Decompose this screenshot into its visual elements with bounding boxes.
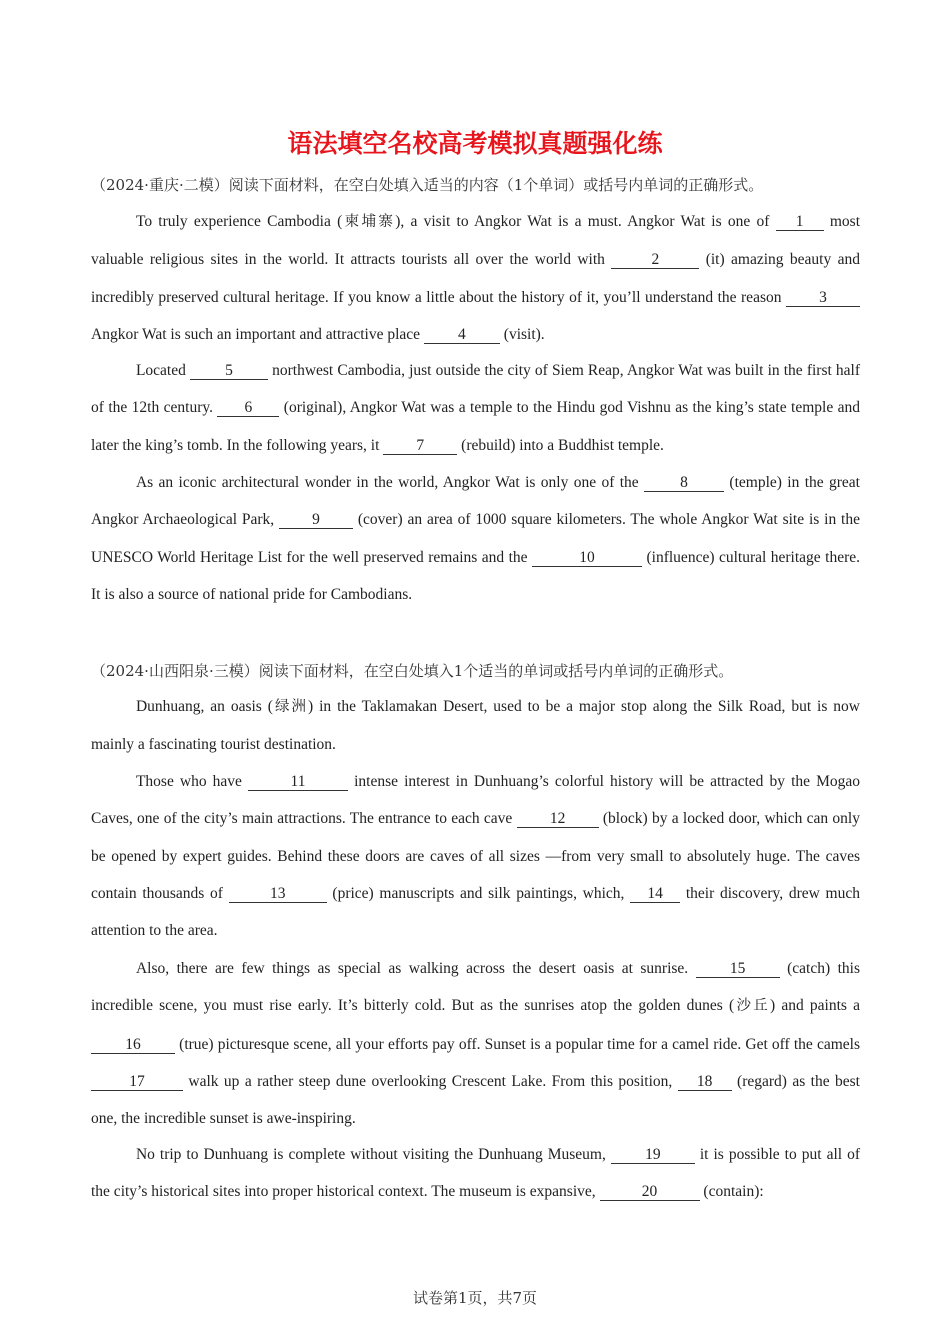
paragraph: Those who have 11 intense interest in Dunhuang’s colorful history will be attracted by the Mogao Caves, one of the city’s main attractions. The entrance to each cave 12 (block) by a locked door, which can only be opened by expert guides. Behind these doors are caves of all sizes —from very small to absolutely huge. The caves contain thousands of 13 (price) manuscripts and silk paintings, which, 14 their discovery, drew much attention to the area. — [91, 773, 860, 940]
answer-blank[interactable]: 9 — [279, 511, 353, 529]
paragraph: Located 5 northwest Cambodia, just outside the city of Siem Reap, Angkor Wat was built in the first half of the 12th century. 6 (original), Angkor Wat was a temple to the Hindu god Vishnu as the king’s state temple and later the king’s tomb. In the following years, it 7 (rebuild) into a Buddhist temple. — [91, 362, 861, 454]
answer-blank[interactable]: 8 — [644, 474, 724, 492]
paragraph: Also, there are few things as special as walking across the desert oasis at sunrise. 15 (catch) this incredible scene, you must rise early. It’s bitterly cold. But as the sunrises atop the golden dunes (沙丘) and paints a 16 (true) picturesque scene, all your efforts pay off. Sunset is a popular time for a camel ride. Get off the camels 17 walk up a rather steep dune overlooking Crescent Lake. From this position, 18 (regard) as the best one, the incredible sunset is awe-inspiring. — [91, 960, 860, 1128]
answer-blank[interactable]: 12 — [517, 810, 599, 828]
answer-blank[interactable]: 18 — [678, 1073, 732, 1091]
section-intro: （2024·重庆·二模）阅读下面材料，在空白处填入适当的内容（1个单词）或括号内单词的正确形式。 — [91, 176, 764, 194]
answer-blank[interactable]: 15 — [696, 960, 780, 978]
paragraph: To truly experience Cambodia (柬埔寨), a visit to Angkor Wat is a must. Angkor Wat is one of 1 most valuable religious sites in the world. It attracts tourists all over the world with 2 (it) amazing beauty and incredibly preserved cultural heritage. If you know a little about the history of it, you’ll understand the reason 3 Angkor Wat is such an important and attractive place 4 (visit). — [91, 213, 861, 343]
answer-blank[interactable]: 5 — [190, 362, 268, 380]
answer-blank[interactable]: 16 — [91, 1036, 175, 1054]
paragraph: As an iconic architectural wonder in the world, Angkor Wat is only one of the 8 (temple) in the great Angkor Archaeological Park, 9 (cover) an area of 1000 square kilometers. The whole Angkor Wat site is in the UNESCO World Heritage List for the well preserved remains and the 10 (influence) cultural heritage there. It is also a source of national pride for Cambodians. — [91, 474, 860, 603]
paragraph: Dunhuang, an oasis (绿洲) in the Taklamakan Desert, used to be a major stop along the Silk Road, but is now mainly a fascinating tourist destination. — [91, 698, 860, 754]
answer-blank[interactable]: 4 — [424, 326, 500, 344]
answer-blank[interactable]: 7 — [383, 437, 457, 455]
answer-blank[interactable]: 2 — [611, 251, 699, 269]
answer-blank[interactable]: 17 — [91, 1073, 183, 1091]
paragraph: No trip to Dunhuang is complete without visiting the Dunhuang Museum, 19 it is possible to put all of the city’s historical sites into proper historical context. The museum is expansive, 20 (contain): — [91, 1146, 860, 1201]
answer-blank[interactable]: 13 — [229, 885, 327, 903]
answer-blank[interactable]: 10 — [532, 549, 642, 567]
answer-blank[interactable]: 6 — [217, 399, 279, 417]
answer-blank[interactable]: 14 — [630, 885, 680, 903]
page-title: 语法填空名校高考模拟真题强化练 — [287, 129, 663, 158]
answer-blank[interactable]: 3 — [786, 289, 860, 307]
section-intro: （2024·山西阳泉·三模）阅读下面材料，在空白处填入1个适当的单词或括号内单词的正确形式。 — [91, 662, 734, 680]
answer-blank[interactable]: 11 — [248, 773, 348, 791]
answer-blank[interactable]: 20 — [600, 1183, 700, 1201]
page-footer: 试卷第1页，共7页 — [412, 1289, 538, 1307]
answer-blank[interactable]: 1 — [776, 213, 824, 231]
answer-blank[interactable]: 19 — [611, 1146, 695, 1164]
